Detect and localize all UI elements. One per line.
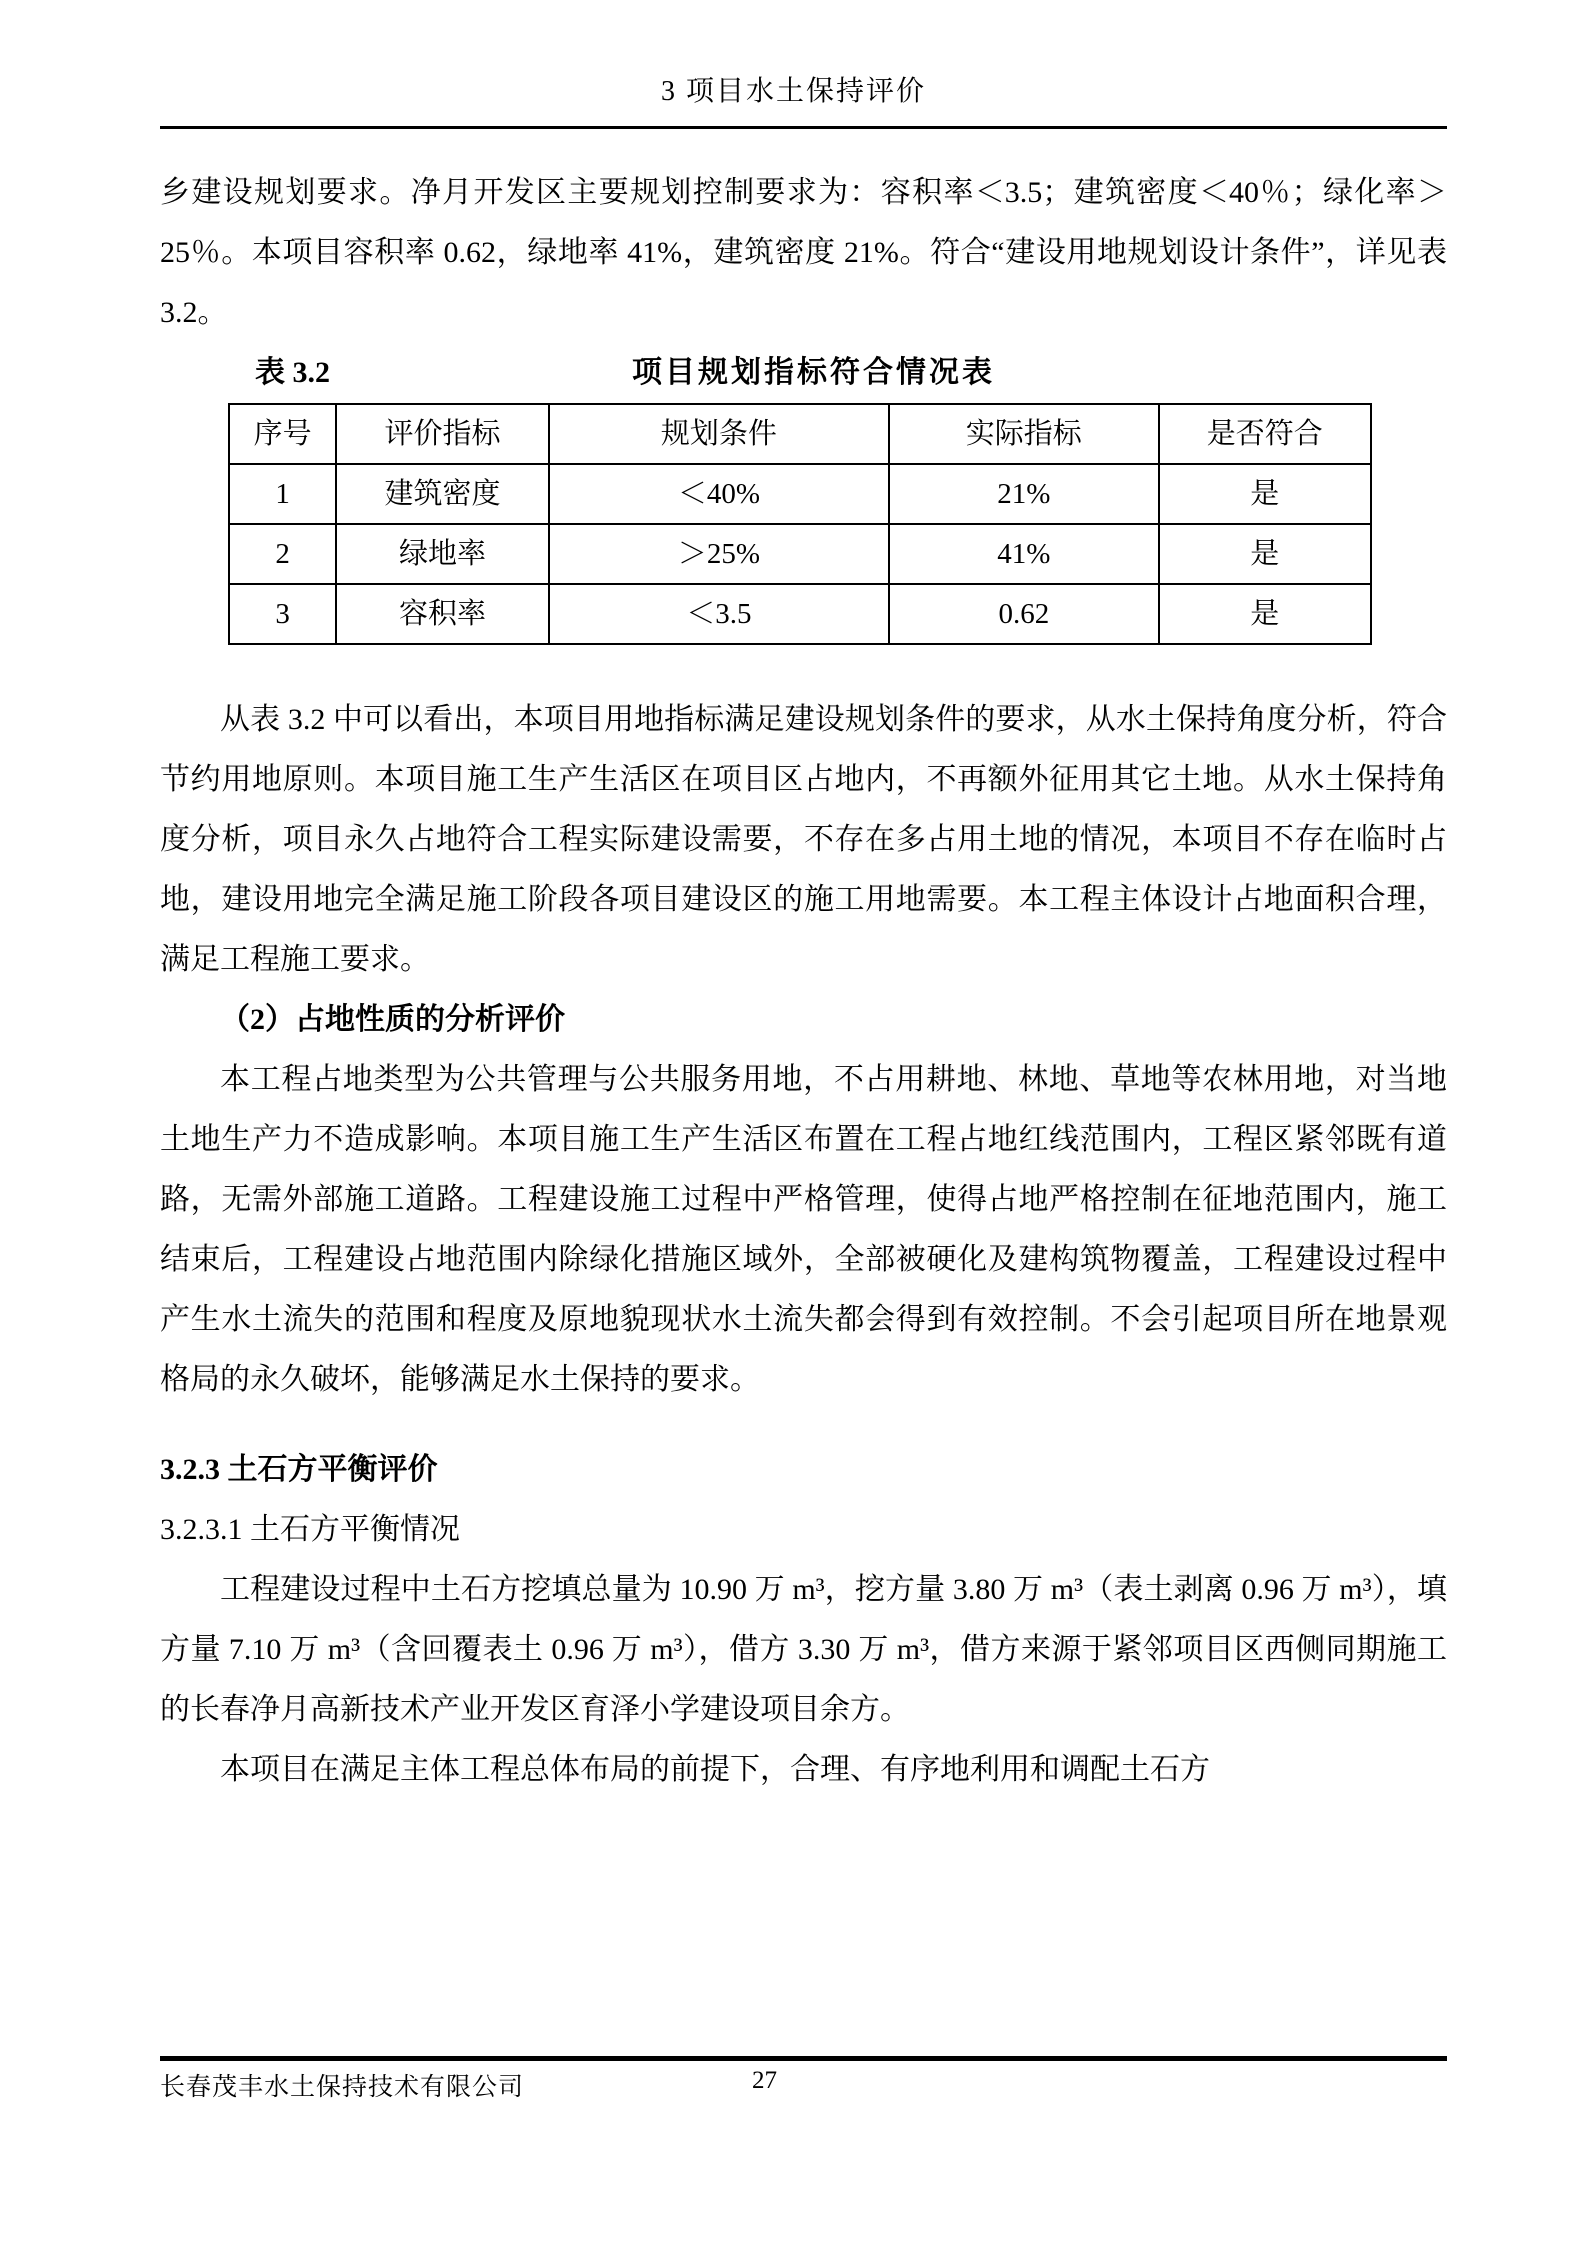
chapter-title: 3 项目水土保持评价 bbox=[660, 76, 926, 107]
body-paragraph-5: 本项目在满足主体工程总体布局的前提下，合理、有序地利用和调配土石方 bbox=[220, 1753, 1210, 1786]
table-cell: 3 bbox=[229, 584, 336, 644]
table-cell: 是 bbox=[1159, 524, 1371, 584]
table-row bbox=[229, 584, 1371, 644]
page-body bbox=[160, 163, 1447, 1800]
section-heading-323: 3.2.3 土石方平衡评价 bbox=[160, 1453, 438, 1486]
col-header-index: 评价指标 bbox=[336, 404, 548, 464]
page-header bbox=[0, 0, 1587, 129]
table-cell: ＜40% bbox=[549, 464, 889, 524]
subheading-occupation-analysis: （2）占地性质的分析评价 bbox=[220, 1003, 565, 1036]
page-footer bbox=[160, 2056, 1447, 2103]
section-heading-3231: 3.2.3.1 土石方平衡情况 bbox=[160, 1513, 460, 1546]
table-header-row bbox=[229, 404, 1371, 464]
table-row bbox=[229, 524, 1371, 584]
table-cell: 是 bbox=[1159, 584, 1371, 644]
col-header-actual: 实际指标 bbox=[889, 404, 1159, 464]
col-header-plan: 规划条件 bbox=[549, 404, 889, 464]
col-header-seq: 序号 bbox=[229, 404, 336, 464]
footer-content bbox=[160, 2061, 1447, 2103]
table-cell: 是 bbox=[1159, 464, 1371, 524]
table-row bbox=[229, 464, 1371, 524]
page-number: 27 bbox=[752, 2067, 778, 2094]
planning-compliance-table bbox=[228, 403, 1372, 645]
table-cell: 0.62 bbox=[889, 584, 1159, 644]
body-paragraph-1: 乡建设规划要求。净月开发区主要规划控制要求为：容积率＜3.5；建筑密度＜40％；绿化率＞25％。本项目容积率 0.62，绿地率 41%，建筑密度 21%。符合“建设用地规划设计条件”，详见表 3.2。 bbox=[160, 176, 1447, 329]
table-cell: 建筑密度 bbox=[336, 464, 548, 524]
body-paragraph-4: 工程建设过程中土石方挖填总量为 10.90 万 m³，挖方量 3.80 万 m³（表土剥离 0.96 万 m³），填方量 7.10 万 m³（含回覆表土 0.96 万 m³），借方 3.30 万 m³，借方来源于紧邻项目区西侧同期施工的长春净月高新技术产业开发区育泽小学建设项目余方。 bbox=[160, 1573, 1447, 1726]
header-rule bbox=[160, 126, 1447, 129]
table-caption-label: 表 3.2 bbox=[255, 356, 330, 389]
table-cell: 容积率 bbox=[336, 584, 548, 644]
table-caption bbox=[160, 343, 1447, 403]
table-caption-title: 项目规划指标符合情况表 bbox=[632, 356, 995, 389]
body-paragraph-2: 从表 3.2 中可以看出，本项目用地指标满足建设规划条件的要求，从水土保持角度分析，符合节约用地原则。本项目施工生产生活区在项目区占地内，不再额外征用其它土地。从水土保持角度分析，项目永久占地符合工程实际建设需要，不存在多占用土地的情况，本项目不存在临时占地，建设用地完全满足施工阶段各项目建设区的施工用地需要。本工程主体设计占地面积合理，满足工程施工要求。 bbox=[160, 703, 1447, 976]
body-paragraph-3: 本工程占地类型为公共管理与公共服务用地，不占用耕地、林地、草地等农林用地，对当地土地生产力不造成影响。本项目施工生产生活区布置在工程占地红线范围内，工程区紧邻既有道路，无需外部施工道路。工程建设施工过程中严格管理，使得占地严格控制在征地范围内，施工结束后，工程建设占地范围内除绿化措施区域外，全部被硬化及建构筑物覆盖，工程建设过程中产生水土流失的范围和程度及原地貌现状水土流失都会得到有效控制。不会引起项目所在地景观格局的永久破坏，能够满足水土保持的要求。 bbox=[160, 1063, 1447, 1396]
footer-company-name: 长春茂丰水土保持技术有限公司 bbox=[160, 2074, 525, 2101]
table-cell: 1 bbox=[229, 464, 336, 524]
table-cell: 2 bbox=[229, 524, 336, 584]
table-cell: 21% bbox=[889, 464, 1159, 524]
col-header-match: 是否符合 bbox=[1159, 404, 1371, 464]
table-cell: ＞25% bbox=[549, 524, 889, 584]
table-cell: ＜3.5 bbox=[549, 584, 889, 644]
table-cell: 绿地率 bbox=[336, 524, 548, 584]
table-cell: 41% bbox=[889, 524, 1159, 584]
